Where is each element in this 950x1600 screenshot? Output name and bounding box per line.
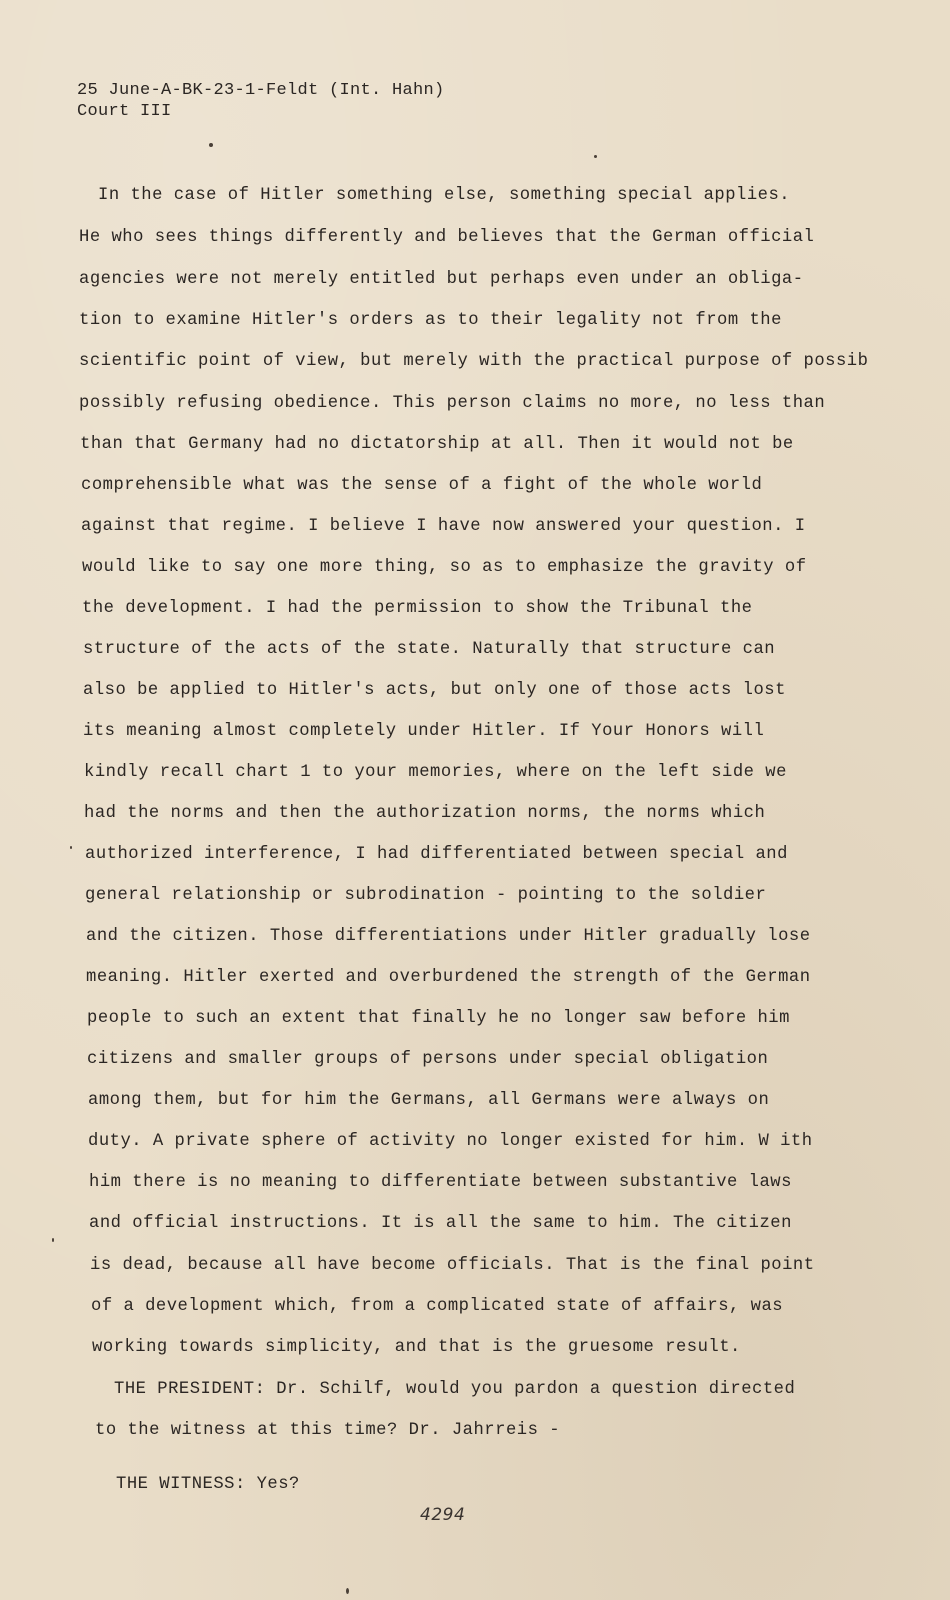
transcript-line: and official instructions. It is all the same to him. The citizen	[89, 1214, 792, 1233]
transcript-line: would like to say one more thing, so as to emphasize the gravity of	[82, 558, 807, 577]
transcript-line: had the norms and then the authorization norms, the norms which	[84, 804, 766, 823]
transcript-line: In the case of Hitler something else, something special applies.	[98, 186, 791, 205]
transcript-line: THE WITNESS: Yes?	[116, 1475, 300, 1494]
transcript-line: of a development which, from a complicated state of affairs, was	[91, 1297, 784, 1316]
ink-speck	[346, 1588, 349, 1594]
transcript-line: than that Germany had no dictatorship at all. Then it would not be	[80, 435, 794, 454]
transcript-line: He who sees things differently and believes that the German official	[79, 228, 815, 247]
ink-speck	[52, 1238, 54, 1242]
ink-speck	[594, 155, 597, 158]
transcript-line: tion to examine Hitler's orders as to their legality not from the	[79, 311, 782, 330]
ink-speck	[209, 143, 213, 147]
transcript-line: scientific point of view, but merely with the practical purpose of possib	[79, 352, 869, 371]
transcript-line: against that regime. I believe I have now answered your question. I	[81, 517, 806, 536]
transcript-line: structure of the acts of the state. Naturally that structure can	[83, 640, 776, 659]
transcript-line: duty. A private sphere of activity no longer existed for him. W ith	[88, 1132, 813, 1151]
transcript-line: THE PRESIDENT: Dr. Schilf, would you pardon a question directed	[114, 1380, 796, 1399]
transcript-line: comprehensible what was the sense of a fight of the whole world	[81, 476, 763, 495]
transcript-line: and the citizen. Those differentiations under Hitler gradually lose	[86, 927, 811, 946]
transcript-line: its meaning almost completely under Hitler. If Your Honors will	[83, 722, 765, 741]
transcript-line: authorized interference, I had differentiated between special and	[85, 845, 788, 864]
page-number: 4294	[420, 1505, 466, 1525]
transcript-line: the development. I had the permission to show the Tribunal the	[82, 599, 753, 618]
transcript-line: kindly recall chart 1 to your memories, where on the left side we	[84, 763, 787, 782]
transcript-line: citizens and smaller groups of persons under special obligation	[87, 1050, 769, 1069]
header-court: Court III	[77, 102, 172, 121]
transcript-line: possibly refusing obedience. This person claims no more, no less than	[79, 394, 826, 413]
transcript-line: general relationship or subrodination - pointing to the soldier	[85, 886, 767, 905]
transcript-line: agencies were not merely entitled but perhaps even under an obliga-	[79, 270, 804, 289]
transcript-line: also be applied to Hitler's acts, but only one of those acts lost	[83, 681, 786, 700]
ink-speck	[70, 846, 72, 849]
transcript-line: working towards simplicity, and that is the gruesome result.	[92, 1338, 741, 1357]
transcript-line: to the witness at this time? Dr. Jahrreis -	[95, 1421, 561, 1440]
transcript-line: is dead, because all have become officials. That is the final point	[90, 1256, 815, 1275]
transcript-line: meaning. Hitler exerted and overburdened the strength of the German	[86, 968, 811, 987]
transcript-line: him there is no meaning to differentiate between substantive laws	[89, 1173, 792, 1192]
transcript-line: among them, but for him the Germans, all Germans were always on	[88, 1091, 770, 1110]
transcript-line: people to such an extent that finally he no longer saw before him	[87, 1009, 790, 1028]
document-header	[77, 80, 445, 122]
header-reference: 25 June-A-BK-23-1-Feldt (Int. Hahn)	[77, 81, 445, 100]
